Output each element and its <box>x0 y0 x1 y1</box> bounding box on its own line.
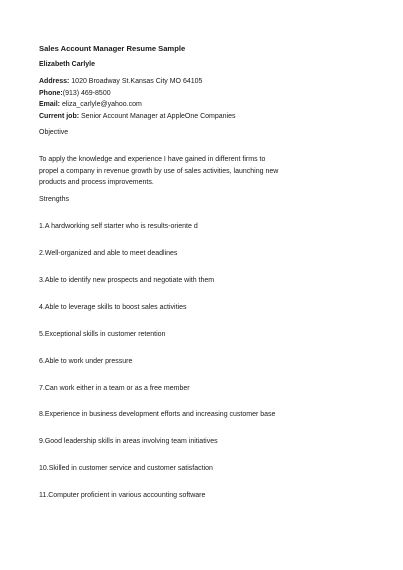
document-title: Sales Account Manager Resume Sample <box>39 44 186 53</box>
phone-line <box>39 89 111 98</box>
objective-line: To apply the knowledge and experience I have gained in different firms to <box>39 156 266 163</box>
strength-item: 4.Able to leverage skills to boost sales activities <box>39 304 187 311</box>
objective-line: propel a company in revenue growth by use of sales activities, launching new <box>39 167 279 175</box>
current-job-line <box>39 112 236 121</box>
phone-value: (913) 469-8500 <box>62 90 111 97</box>
email-label: Email: <box>39 101 61 108</box>
address-line <box>39 77 202 86</box>
phone-label: Phone: <box>39 90 63 97</box>
email-value: eliza_carlyle@yahoo.com <box>60 101 142 108</box>
address-value: 1020 Broadway St.Kansas City MO 64105 <box>69 78 203 85</box>
objective-heading: Objective <box>39 129 69 136</box>
strength-item: 5.Exceptional skills in customer retention <box>39 331 166 338</box>
address-label: Address: <box>39 78 70 85</box>
objective-line: products and process improvements. <box>39 179 154 186</box>
candidate-name: Elizabeth Carlyle <box>39 61 96 68</box>
strength-item: 11.Computer proficient in various accounting software <box>39 492 206 499</box>
objective-paragraph <box>39 154 289 189</box>
strengths-heading: Strengths <box>39 196 69 203</box>
strength-item: 1.A hardworking self starter who is results-oriente d <box>39 223 198 230</box>
strength-item: 6.Able to work under pressure <box>39 358 133 365</box>
strength-item: 7.Can work either in a team or as a free member <box>39 385 190 392</box>
strength-item: 8.Experience in business development efforts and increasing customer base <box>39 411 276 418</box>
current-job-label: Current job: <box>39 113 80 120</box>
current-job-value: Senior Account Manager at AppleOne Companies <box>79 113 236 120</box>
strength-item: 10.Skilled in customer service and customer satisfaction <box>39 465 213 472</box>
email-line <box>39 100 142 109</box>
strength-item: 2.Well-organized and able to meet deadlines <box>39 250 178 257</box>
strength-item: 3.Able to identify new prospects and negotiate with them <box>39 277 215 284</box>
strength-item: 9.Good leadership skills in areas involving team initiatives <box>39 438 218 445</box>
